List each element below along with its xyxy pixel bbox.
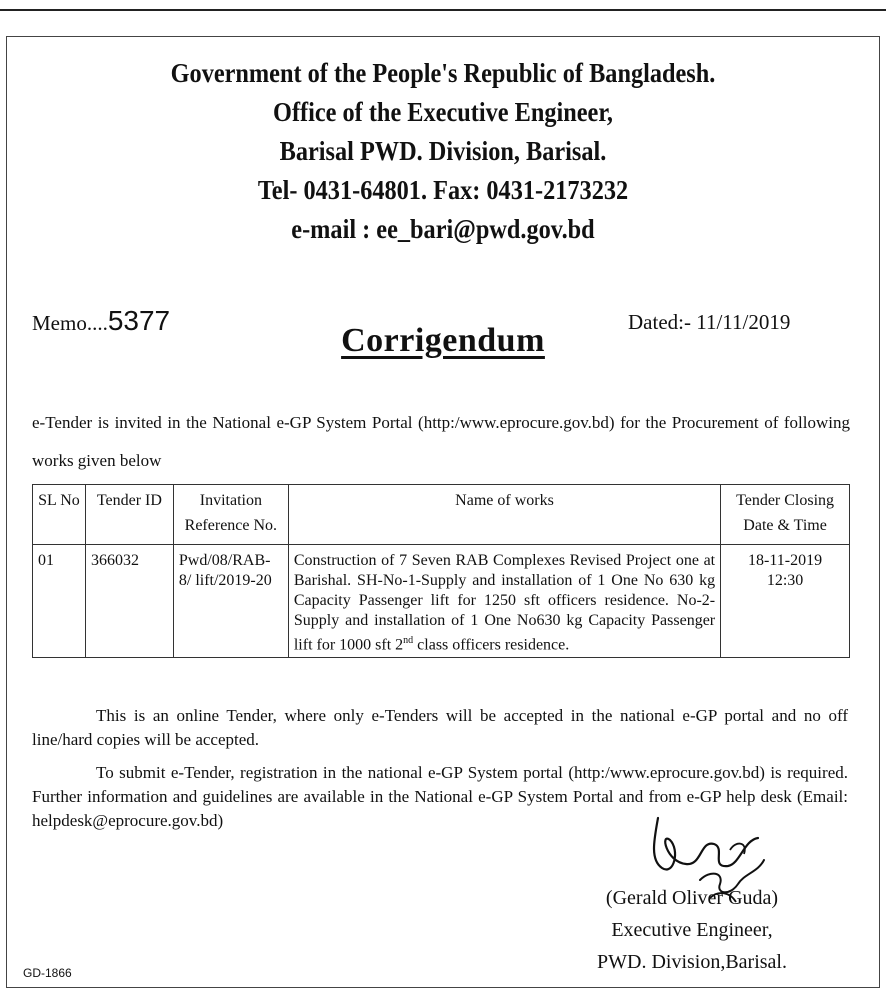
cell-closing <box>721 545 850 658</box>
header-government: Government of the People's Republic of Bangladesh. <box>170 58 716 88</box>
cell-tender-id: 366032 <box>85 545 173 658</box>
work-text: Construction of 7 Seven RAB Complexes Revised Project one at Barishal. SH-No-1-Supply and installation of 1 One No 630 kg Capacity Passenger lift for 1250 sft officers residence. No-2- Supply and installation of 1 One No630 kg Capacity Passenger lift for 1000 sft 2 <box>293 552 716 654</box>
cell-name-of-works <box>288 545 720 658</box>
header-office: Office of the Executive Engineer, <box>273 97 613 127</box>
intro-text: e-Tender is invited in the National e-GP System Portal (http:/www.eprocure.gov.bd) for the Procurement of following works given below <box>32 413 850 470</box>
col-sl-no: SL No <box>33 485 86 545</box>
memo-number: 5377 <box>107 305 171 336</box>
col-closing: Tender Closing Date & Time <box>721 485 850 545</box>
table-row <box>33 545 850 658</box>
submission-paragraph: To submit e-Tender, registration in the national e-GP System portal (http:/www.eprocure.gov.bd) is required. Further information and guidelines are available in the National e-GP System Portal and from e-GP help desk (Email: helpdesk@eprocure.gov.bd) <box>32 763 848 830</box>
work-text-end: class officers residence. <box>413 636 570 654</box>
col-tender-id: Tender ID <box>85 485 173 545</box>
table-header-row <box>33 485 850 545</box>
signatory-designation: Executive Engineer, <box>611 919 773 941</box>
dated: Dated:- 11/11/2019 <box>628 310 791 334</box>
closing-date: 18-11-2019 <box>748 552 823 569</box>
footer-code: GD-1866 <box>23 966 72 980</box>
header-division: Barisal PWD. Division, Barisal. <box>279 136 607 166</box>
cell-invitation-ref: Pwd/08/RAB-8/ lift/2019-20 <box>173 545 288 658</box>
online-tender-paragraph: This is an online Tender, where only e-Tenders will be accepted in the national e-GP portal and no off line/hard copies will be accepted. <box>32 706 848 749</box>
closing-time: 12:30 <box>766 572 804 589</box>
cell-sl: 01 <box>33 545 86 658</box>
signatory-name: (Gerald Oliver Guda) <box>605 887 779 909</box>
header-email: e-mail : ee_bari@pwd.gov.bd <box>291 214 595 244</box>
works-table <box>32 484 850 658</box>
header-contact: Tel- 0431-64801. Fax: 0431-2173232 <box>257 175 629 205</box>
signatory-office: PWD. Division,Barisal. <box>597 951 787 973</box>
work-ordinal-suffix: nd <box>403 635 414 646</box>
signature-block <box>562 882 822 978</box>
col-invitation-ref: Invitation Reference No. <box>173 485 288 545</box>
top-rule <box>0 9 886 11</box>
memo-label: Memo.... <box>32 311 108 335</box>
col-name-of-works: Name of works <box>288 485 720 545</box>
page-title: Corrigendum <box>341 322 545 359</box>
